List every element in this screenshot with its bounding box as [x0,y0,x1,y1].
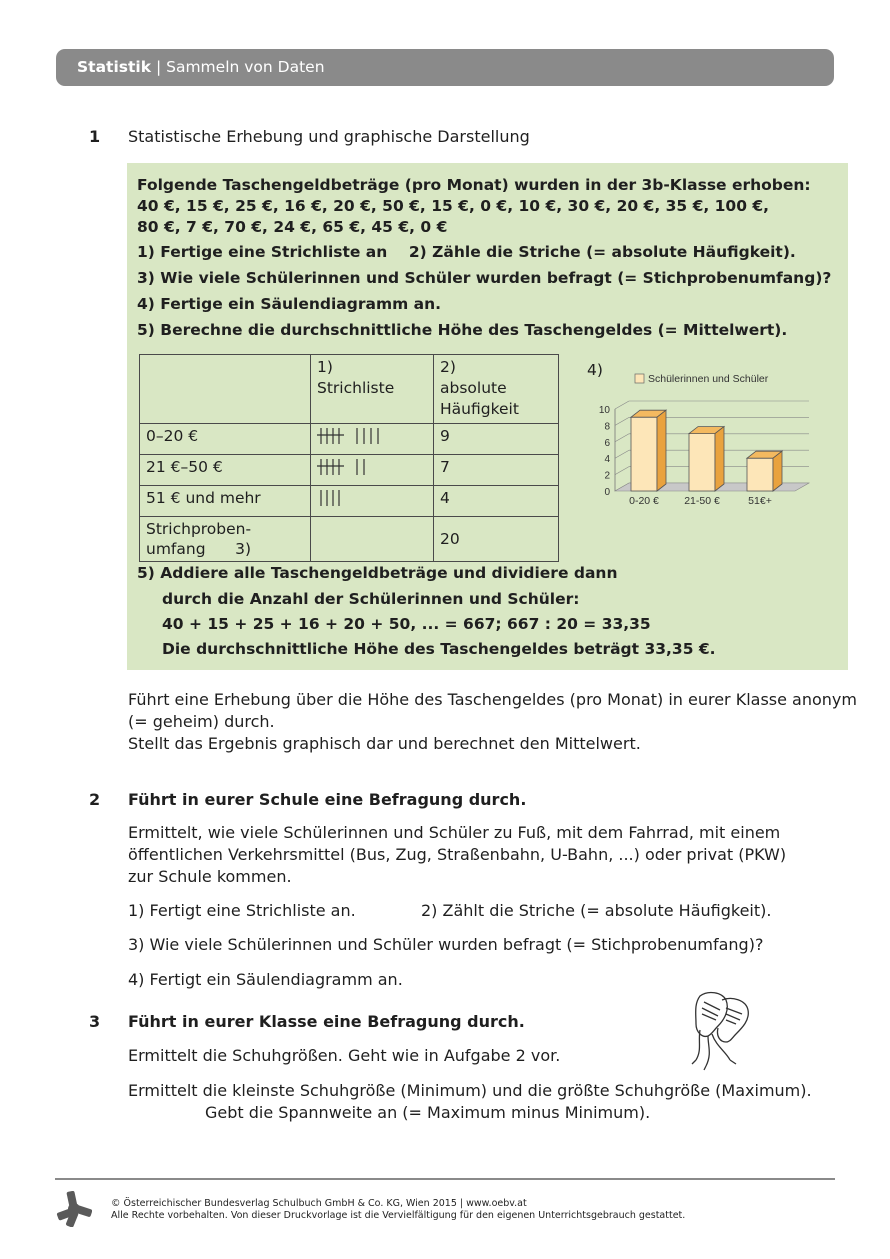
header-subtitle: Sammeln von Daten [166,58,325,76]
task2-step: 1) Fertigt eine Strichliste an. [128,901,356,920]
grid-line [615,450,629,458]
bar-side [773,451,782,491]
x-tick-label: 21-50 € [684,495,720,507]
y-tick-label: 2 [604,470,610,482]
table-cell-tally [311,517,434,562]
task2-step: 2) Zählt die Striche (= absolute Häufigkeit). [421,901,772,920]
legend-label: Schülerinnen und Schüler [648,373,769,385]
header-separator: | [155,58,162,76]
table-cell-label: 21 €–50 € [140,455,311,486]
task3-text: Ermittelt die kleinste Schuhgröße (Minimum) und die größte Schuhgröße (Maximum). [128,1081,812,1100]
table-row [140,486,559,517]
x-tick-label: 0-20 € [629,495,659,507]
sneakers-icon [686,990,756,1072]
bar-side [715,427,724,491]
bar [689,434,715,491]
tally-marks-icon [317,426,397,446]
tally-marks-icon [317,457,397,477]
box-line: 1) Fertige eine Strichliste an 2) Zähle die Striche (= absolute Häufigkeit). [137,243,796,261]
table-cell-tally [311,486,434,517]
bar [747,458,773,491]
grid-line [615,417,629,425]
table-header-cell [140,355,311,424]
box-line: Folgende Taschengeldbeträge (pro Monat) wurden in der 3b-Klasse erhoben: [137,176,811,194]
table-header-cell: 1) Strichliste [311,355,434,424]
legend-swatch [635,374,644,383]
box-line: 5) Berechne die durchschnittliche Höhe des Taschengeldes (= Mittelwert). [137,321,788,339]
y-tick-label: 10 [598,405,610,416]
box-line: 80 €, 7 €, 70 €, 24 €, 65 €, 45 €, 0 € [137,218,448,236]
footer-rights: Alle Rechte vorbehalten. Von dieser Druckvorlage ist die Vervielfältigung für den eigenen Unterrichtsgebrauch gestattet. [111,1210,686,1221]
task1-text: (= geheim) durch. [128,712,275,731]
table-cell-label: 51 € und mehr [140,486,311,517]
task2-step: 3) Wie viele Schülerinnen und Schüler wurden befragt (= Stichprobenumfang)? [128,935,764,954]
table-cell-label: 0–20 € [140,424,311,455]
footer-divider [55,1178,835,1180]
bar-chart [595,371,840,511]
grid-line [615,467,629,475]
table-cell-count: 7 [434,455,559,486]
chart-number-label: 4) [587,361,603,379]
task2-step: 4) Fertigt ein Säulendiagramm an. [128,970,403,989]
solution-line: 5) Addiere alle Taschengeldbeträge und dividiere dann [137,564,618,582]
task3-title: Führt in eurer Klasse eine Befragung durch. [128,1012,525,1031]
table-cell-label: Strichproben- umfang 3) [140,517,311,562]
task2-number: 2 [89,790,101,809]
task2-text: Ermittelt, wie viele Schülerinnen und Schüler zu Fuß, mit dem Fahrrad, mit einem [128,823,781,842]
task3-text: Ermittelt die Schuhgrößen. Geht wie in Aufgabe 2 vor. [128,1046,561,1065]
task2-text: zur Schule kommen. [128,867,292,886]
table-header-cell: 2) absolute Häufigkeit [434,355,559,424]
y-tick-label: 6 [604,437,610,449]
task3-text: Gebt die Spannweite an (= Maximum minus Minimum). [205,1103,651,1122]
table-row [140,517,559,562]
bar-side [657,410,666,491]
box-line: 40 €, 15 €, 25 €, 16 €, 20 €, 50 €, 15 €, 0 €, 10 €, 30 €, 20 €, 35 €, 100 €, [137,197,770,215]
table-row [140,455,559,486]
table-cell-count: 20 [434,517,559,562]
grid-line [615,434,629,442]
task1-number: 1 [89,127,101,146]
box-line: 4) Fertige ein Säulendiagramm an. [137,295,442,313]
box-line: 3) Wie viele Schülerinnen und Schüler wurden befragt (= Stichprobenumfang)? [137,269,832,287]
bar [631,417,657,491]
table-cell-count: 9 [434,424,559,455]
y-tick-label: 8 [604,421,610,433]
task1-text: Führt eine Erhebung über die Höhe des Taschengeldes (pro Monat) in eurer Klasse anonym [128,690,857,709]
header-bar [56,49,834,86]
task1-text: Stellt das Ergebnis graphisch dar und berechnet den Mittelwert. [128,734,641,753]
table-cell-count: 4 [434,486,559,517]
table-cell-tally [311,455,434,486]
footer-copyright: © Österreichischer Bundesverlag Schulbuch GmbH & Co. KG, Wien 2015 | www.oebv.at [111,1198,527,1209]
tally-marks-icon [317,488,397,508]
table-row [140,424,559,455]
task2-title: Führt in eurer Schule eine Befragung durch. [128,790,527,809]
task3-number: 3 [89,1012,101,1031]
task1-green-box [127,163,848,670]
table-cell-tally [311,424,434,455]
tally-table [139,354,559,562]
solution-line: durch die Anzahl der Schülerinnen und Schüler: [162,590,580,608]
grid-line [615,401,629,409]
table-header-row [140,355,559,424]
y-tick-label: 0 [604,487,610,498]
publisher-logo-icon [56,1191,92,1227]
task1-title: Statistische Erhebung und graphische Darstellung [128,127,530,146]
task2-text: öffentlichen Verkehrsmittel (Bus, Zug, Straßenbahn, U-Bahn, ...) oder privat (PKW) [128,845,787,864]
y-tick-label: 4 [604,454,610,466]
solution-line: Die durchschnittliche Höhe des Taschengeldes beträgt 33,35 €. [162,640,716,658]
header-section: Statistik [77,58,152,76]
x-tick-label: 51€+ [748,495,772,507]
solution-line: 40 + 15 + 25 + 16 + 20 + 50, ... = 667; 667 : 20 = 33,35 [162,615,651,633]
